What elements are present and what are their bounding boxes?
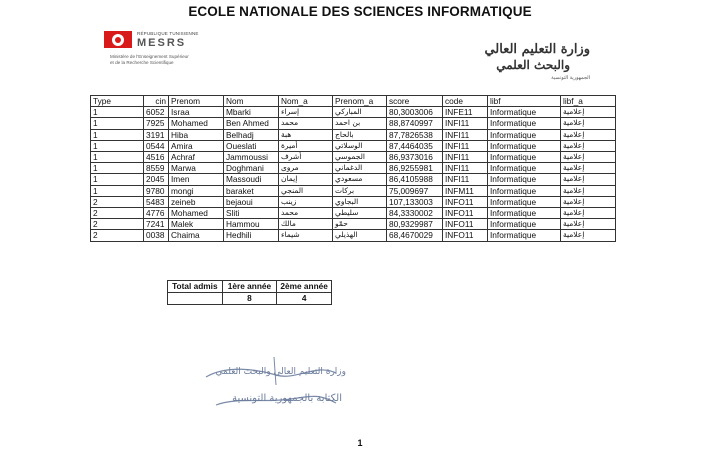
totals-table [167,280,332,305]
arabic-ministry-header [440,30,590,85]
cell-cin: 9780 [144,185,169,196]
cell-libf-a: إعلامية [561,118,616,129]
cell-libf: Informatique [488,185,561,196]
cell-type: 1 [91,163,144,174]
column-header-libf-a: libf_a [561,96,616,107]
signature-stroke-icon [196,355,346,415]
cell-score: 86,9255981 [387,163,443,174]
cell-prenom: zeineb [169,196,224,207]
totals-year2-label: 2ème année [277,281,332,293]
cell-libf: Informatique [488,118,561,129]
cell-code: INFI11 [443,152,488,163]
cell-score: 87,7826538 [387,129,443,140]
column-header-prenom-a: Prenom_a [333,96,387,107]
column-header-nom: Nom [224,96,279,107]
ministry-line-2: et de la Recherche Scientifique [110,60,174,65]
cell-code: INFI11 [443,129,488,140]
cell-nom-a: مالك [279,219,333,230]
cell-prenom: Chaima [169,230,224,241]
column-header-nom-a: Nom_a [279,96,333,107]
cell-type: 1 [91,107,144,118]
stamp-line-1: وزارة التعليم العالي والبحث العلمي [215,367,346,377]
cell-prenom-a: مسعودي [333,174,387,185]
arabic-header-line-2: والبحث العلمي [496,58,570,72]
admitted-students-table [90,95,616,242]
cell-libf-a: إعلامية [561,208,616,219]
cell-score: 88,8740997 [387,118,443,129]
cell-libf: Informatique [488,196,561,207]
totals-header: Total admis [168,281,223,293]
cell-libf-a: إعلامية [561,107,616,118]
column-header-prenom: Prenom [169,96,224,107]
column-header-code: code [443,96,488,107]
ministry-line-1: Ministère de l'Enseignement Supérieur [110,54,189,59]
cell-nom: Doghmani [224,163,279,174]
cell-score: 75,009697 [387,185,443,196]
column-header-type: Type [91,96,144,107]
page-number: 1 [357,438,363,448]
arabic-header-line-3: الجمهورية التونسية [551,75,590,81]
cell-cin: 0038 [144,230,169,241]
cell-nom: Belhadj [224,129,279,140]
cell-libf: Informatique [488,140,561,151]
cell-prenom-a: حمّو [333,219,387,230]
cell-libf-a: إعلامية [561,174,616,185]
table-row [91,219,616,230]
cell-libf: Informatique [488,107,561,118]
cell-cin: 4516 [144,152,169,163]
cell-type: 1 [91,118,144,129]
cell-code: INFM11 [443,185,488,196]
cell-nom: baraket [224,185,279,196]
table-row [91,208,616,219]
cell-libf-a: إعلامية [561,163,616,174]
cell-prenom: Malek [169,219,224,230]
cell-code: INFO11 [443,196,488,207]
totals-year1-label: 1ère année [222,281,277,293]
cell-libf-a: إعلامية [561,129,616,140]
table-row [91,185,616,196]
cell-libf: Informatique [488,152,561,163]
totals-empty-cell [168,293,223,305]
cell-nom-a: شيماء [279,230,333,241]
cell-prenom: Israa [169,107,224,118]
cell-prenom-a: الدغماني [333,163,387,174]
totals-year1-value: 8 [222,293,277,305]
table-row [91,129,616,140]
cell-nom: Hedhili [224,230,279,241]
cell-prenom: Hiba [169,129,224,140]
cell-nom-a: زينب [279,196,333,207]
cell-nom-a: هبة [279,129,333,140]
cell-code: INFI11 [443,174,488,185]
cell-code: INFO11 [443,230,488,241]
table-row [91,140,616,151]
cell-libf: Informatique [488,163,561,174]
cell-libf: Informatique [488,129,561,140]
cell-prenom-a: الجموسي [333,152,387,163]
cell-cin: 2045 [144,174,169,185]
cell-prenom-a: الهذيلي [333,230,387,241]
cell-nom-a: محمد [279,208,333,219]
cell-code: INFO11 [443,208,488,219]
cell-score: 68,4670029 [387,230,443,241]
table-row [91,152,616,163]
cell-code: INFO11 [443,219,488,230]
cell-cin: 8559 [144,163,169,174]
totals-year2-value: 4 [277,293,332,305]
cell-prenom-a: البجاوي [333,196,387,207]
cell-nom: Ben Ahmed [224,118,279,129]
cell-libf-a: إعلامية [561,185,616,196]
cell-libf-a: إعلامية [561,196,616,207]
cell-prenom-a: بالحاج [333,129,387,140]
cell-libf-a: إعلامية [561,230,616,241]
cell-type: 1 [91,129,144,140]
cell-prenom-a: سليطي [333,208,387,219]
cell-prenom: Mohamed [169,118,224,129]
cell-code: INFI11 [443,140,488,151]
cell-prenom: Achraf [169,152,224,163]
cell-type: 1 [91,152,144,163]
cell-type: 1 [91,174,144,185]
column-header-score: score [387,96,443,107]
document-title: ECOLE NATIONALE DES SCIENCES INFORMATIQUE [188,4,532,19]
cell-score: 80,9329987 [387,219,443,230]
republic-label: RÉPUBLIQUE TUNISIENNE [137,31,199,36]
cell-cin: 4776 [144,208,169,219]
cell-code: INFI11 [443,163,488,174]
mesrs-acronym: MESRS [137,37,187,49]
table-row [91,174,616,185]
cell-prenom-a: بن احمد [333,118,387,129]
cell-prenom: mongi [169,185,224,196]
cell-cin: 5483 [144,196,169,207]
cell-libf: Informatique [488,208,561,219]
cell-type: 2 [91,219,144,230]
cell-type: 2 [91,230,144,241]
cell-score: 87,4464035 [387,140,443,151]
table-row [91,230,616,241]
cell-nom-a: إيمان [279,174,333,185]
cell-type: 2 [91,196,144,207]
mesrs-logo [104,30,264,75]
cell-nom-a: المنجي [279,185,333,196]
cell-cin: 7241 [144,219,169,230]
cell-score: 86,4105988 [387,174,443,185]
cell-nom-a: مروى [279,163,333,174]
cell-prenom: Imen [169,174,224,185]
cell-score: 84,3330002 [387,208,443,219]
cell-libf: Informatique [488,219,561,230]
cell-score: 86,9373016 [387,152,443,163]
cell-libf: Informatique [488,230,561,241]
cell-score: 107,133003 [387,196,443,207]
cell-cin: 7925 [144,118,169,129]
cell-type: 1 [91,185,144,196]
cell-nom-a: أميرة [279,140,333,151]
table-header-row [91,96,616,107]
cell-nom-a: أشرف [279,152,333,163]
cell-code: INFE11 [443,107,488,118]
cell-cin: 6052 [144,107,169,118]
cell-type: 1 [91,140,144,151]
cell-nom-a: محمد [279,118,333,129]
cell-type: 2 [91,208,144,219]
cell-libf: Informatique [488,174,561,185]
table-row [91,196,616,207]
cell-nom: Sliti [224,208,279,219]
cell-nom: Oueslati [224,140,279,151]
cell-nom: Hammou [224,219,279,230]
cell-libf-a: إعلامية [561,152,616,163]
cell-libf-a: إعلامية [561,140,616,151]
arabic-header-line-1: وزارة التعليم العالي [484,42,590,57]
cell-nom: bejaoui [224,196,279,207]
cell-cin: 0544 [144,140,169,151]
table-row [91,163,616,174]
stamp-line-2: الكتابة بالجمهورية التونسية [232,393,342,404]
cell-prenom: Mohamed [169,208,224,219]
cell-cin: 3191 [144,129,169,140]
cell-libf-a: إعلامية [561,219,616,230]
column-header-libf: libf [488,96,561,107]
table-row [91,118,616,129]
cell-nom: Jammoussi [224,152,279,163]
cell-code: INFI11 [443,118,488,129]
cell-prenom-a: المباركي [333,107,387,118]
cell-score: 80,3003006 [387,107,443,118]
cell-nom: Massoudi [224,174,279,185]
cell-nom: Mbarki [224,107,279,118]
tunisia-flag-icon [104,31,132,48]
cell-prenom-a: الوسلاتي [333,140,387,151]
column-header-cin: cin [144,96,169,107]
official-stamp-signature [196,355,346,415]
cell-prenom: Marwa [169,163,224,174]
cell-nom-a: إسراء [279,107,333,118]
table-row [91,107,616,118]
cell-prenom: Amira [169,140,224,151]
cell-prenom-a: بركات [333,185,387,196]
